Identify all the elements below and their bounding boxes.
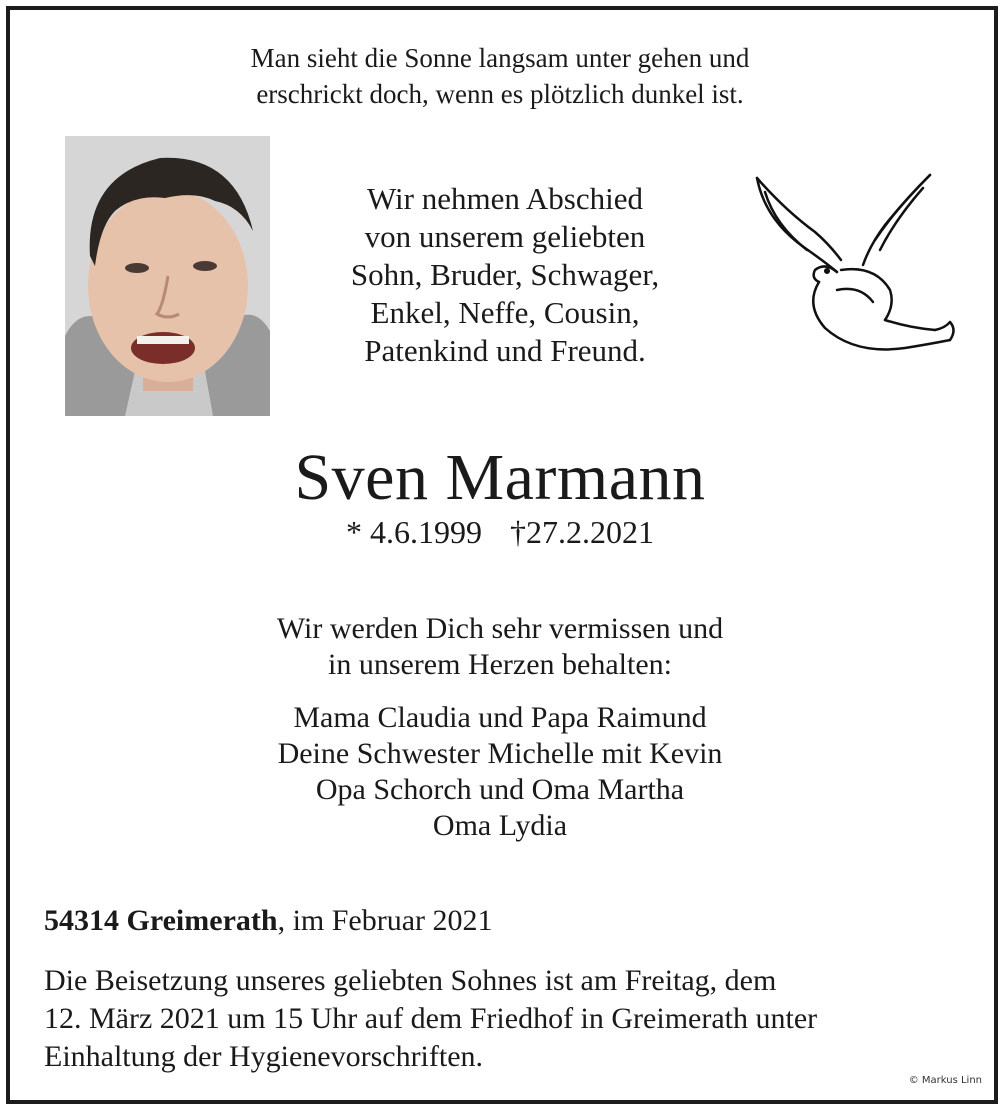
closing-text (0, 611, 1000, 683)
family-line: Oma Lydia (432, 809, 568, 842)
photo-credit: © Markus Linn (908, 1075, 982, 1086)
funeral-line: Die Beisetzung unseres geliebten Sohnes ist am Freitag, dem (44, 964, 777, 997)
life-dates (0, 512, 1000, 552)
deceased-name: Sven Marmann (294, 441, 706, 514)
portrait-photo (65, 136, 270, 416)
dove-icon (745, 170, 960, 370)
funeral-line: 12. März 2021 um 15 Uhr auf dem Friedhof in Greimerath unter (44, 1002, 818, 1035)
closing-line: Wir werden Dich sehr vermissen und (276, 612, 724, 645)
motto-line: Man sieht die Sonne langsam unter gehen und (250, 43, 750, 73)
place-and-date (44, 903, 493, 939)
farewell-intro (300, 180, 710, 370)
closing-line: in unserem Herzen behalten: (327, 648, 673, 681)
funeral-line: Einhaltung der Hygienevorschriften. (44, 1040, 484, 1073)
place: 54314 Greimerath (44, 904, 278, 937)
birth-date: * 4.6.1999 (346, 514, 482, 550)
date-text: , im Februar 2021 (277, 904, 493, 937)
intro-line: Enkel, Neffe, Cousin, (370, 295, 640, 330)
funeral-notice (44, 962, 817, 1076)
intro-line: Sohn, Bruder, Schwager, (350, 257, 660, 292)
family-line: Deine Schwester Michelle mit Kevin (277, 737, 723, 770)
motto-line: erschrickt doch, wenn es plötzlich dunkel ist. (256, 79, 744, 109)
death-date: †27.2.2021 (510, 514, 654, 550)
intro-line: von unserem geliebten (364, 219, 646, 254)
family-line: Mama Claudia und Papa Raimund (293, 701, 707, 734)
family-list (0, 700, 1000, 844)
intro-line: Wir nehmen Abschied (367, 181, 643, 216)
portrait-image (65, 136, 270, 416)
intro-line: Patenkind und Freund. (364, 333, 646, 368)
family-line: Opa Schorch und Oma Martha (315, 773, 685, 806)
motto-quote (0, 40, 1000, 112)
